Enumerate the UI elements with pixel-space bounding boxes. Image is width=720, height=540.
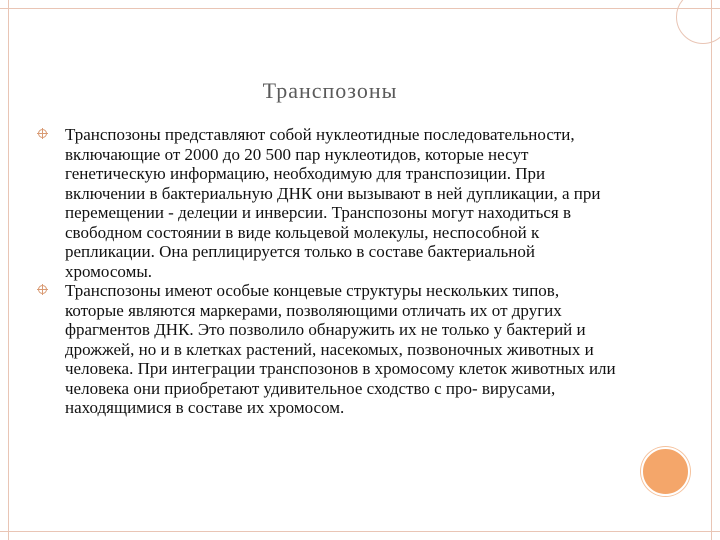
frame-line-right	[711, 0, 712, 540]
slide-title: Транспозоны	[262, 78, 398, 103]
bullet-text-1: Транспозоны представляют собой нуклеотидные последовательности, включающие от 2000 до 20 500 пар нуклеотидов, которые несут генетическую информацию, необходимую для транспозиции. При включении в бактериальную ДНК они вызывают в ней дупликации, а при перемещении - делеции и инверсии. Транспозоны могут находиться в свободном состоянии в виде кольцевой молекулы, неспособной к репликации. Она реплицируется только в составе бактериальной хромосомы.	[65, 125, 601, 281]
bullet-circle-icon	[38, 129, 47, 138]
bullet-item-1	[38, 125, 618, 281]
bullet-item-2	[38, 281, 618, 418]
corner-ring-icon	[676, 0, 720, 44]
orange-circle-icon	[641, 447, 690, 496]
frame-line-bottom	[0, 531, 720, 532]
frame-line-top	[0, 8, 720, 9]
bullet-circle-icon	[38, 285, 47, 294]
slide-content	[38, 125, 618, 418]
bullet-text-2: Транспозоны имеют особые концевые структуры нескольких типов, которые являются маркерами, позволяющими отличать их от других фрагментов ДНК. Это позволило обнаружить их не только у бактерий и дрожжей, но и в клетках растений, насекомых, позвоночных животных и человека. При интеграции транспозонов в хромосому клеток животных или человека они приобретают удивительное сходство с про- вирусами, находящимися в составе их хромосом.	[65, 281, 616, 417]
